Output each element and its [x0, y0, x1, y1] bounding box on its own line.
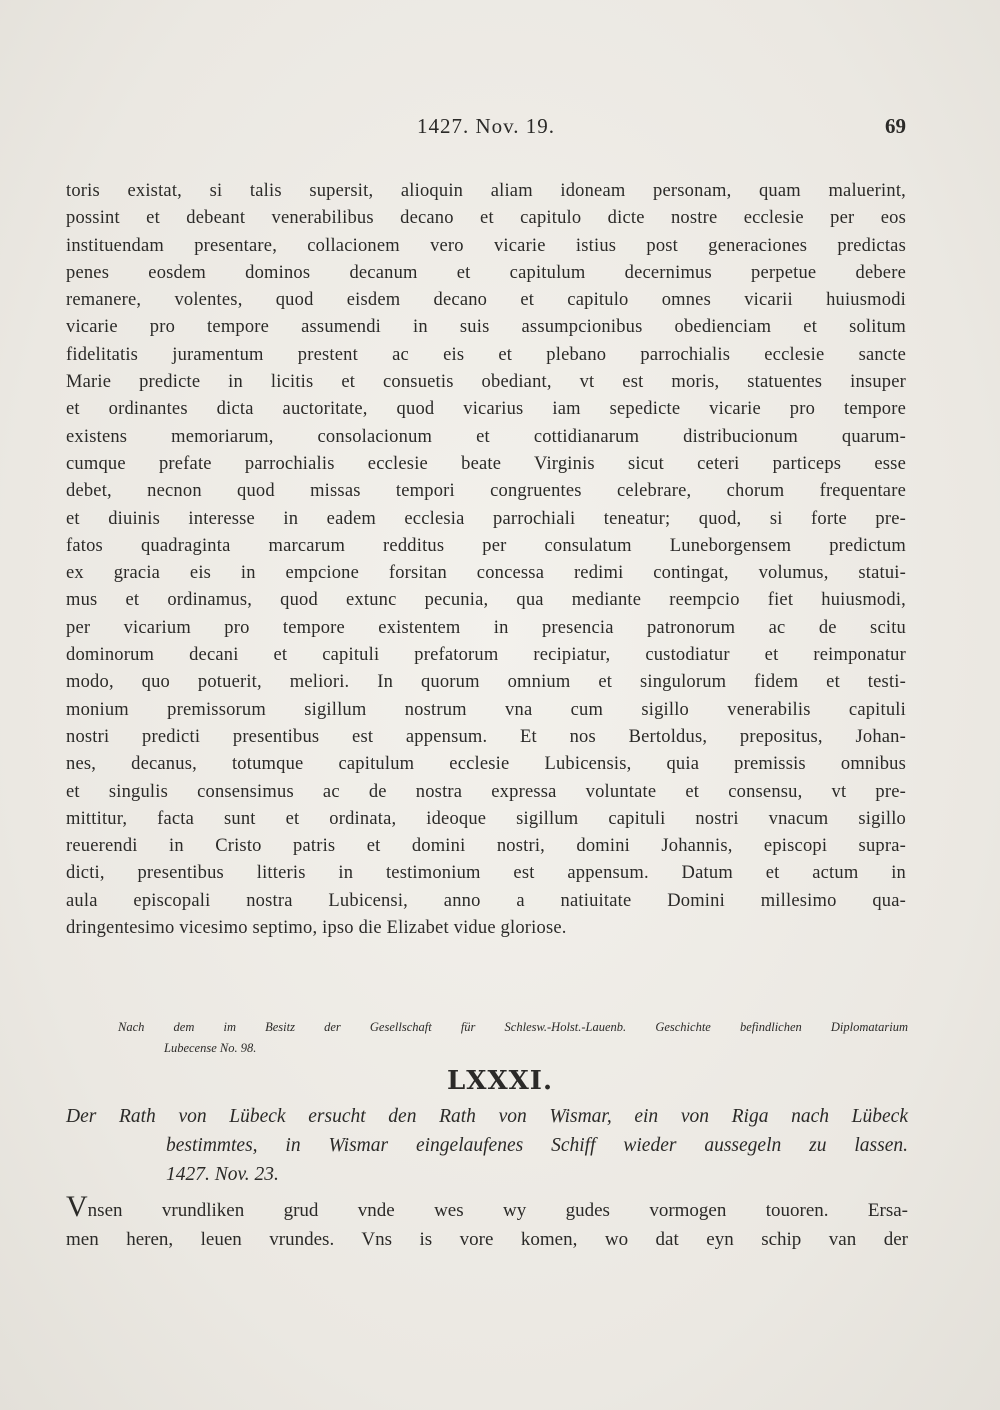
text-line: mus et ordinamus, quod extunc pecunia, qua mediante reempcio fiet huiusmodi, [66, 590, 906, 611]
letter-line-text: nsen vrundliken grud vnde wes wy gudes vormogen touoren. Ersa- [87, 1200, 908, 1221]
summary-date: 1427. Nov. 23. [166, 1164, 279, 1185]
text-line: et diuinis interesse in eadem ecclesia parrochiali teneatur; quod, si forte pre- [66, 508, 906, 529]
source-note-line: Lubecense No. 98. [164, 1041, 257, 1055]
text-line: remanere, volentes, quod eisdem decano et capitulo omnes vicarii huiusmodi [66, 290, 906, 311]
text-line: penes eosdem dominos decanum et capitulum decernimus perpetue debere [66, 262, 906, 283]
text-line: reuerendi in Cristo patris et domini nostri, domini Johannis, episcopi supra- [66, 836, 906, 857]
text-line: et singulis consensimus ac de nostra expressa voluntate et consensu, vt pre- [66, 781, 906, 802]
text-line: nes, decanus, totumque capitulum ecclesie Lubicensis, quia premissis omnibus [66, 754, 906, 775]
text-line: monium premissorum sigillum nostrum vna cum sigillo venerabilis capituli [66, 699, 906, 720]
text-line: modo, quo potuerit, meliori. In quorum omnium et singulorum fidem et testi- [66, 672, 906, 693]
text-line: mittitur, facta sunt et ordinata, ideoque sigillum capituli nostri vnacum sigillo [66, 808, 906, 829]
letter-text [66, 1190, 908, 1254]
text-line: fidelitatis juramentum prestent ac eis et plebano parrochialis ecclesie sancte [66, 344, 906, 365]
letter-line [66, 1190, 908, 1225]
initial-letter: V [66, 1190, 88, 1223]
main-text-block [66, 178, 906, 942]
text-line: dicti, presentibus litteris in testimonium est appensum. Datum et actum in [66, 863, 906, 884]
text-line: et ordinantes dicta auctoritate, quod vicarius iam sepedicte vicarie pro tempore [66, 399, 906, 420]
text-line: toris existat, si talis supersit, alioquin aliam idoneam personam, quam maluerint, [66, 181, 906, 201]
summary-line: bestimmtes, in Wismar eingelaufenes Schiff wieder aussegeln zu lassen. [166, 1135, 908, 1156]
text-line: cumque prefate parrochialis ecclesie beate Virginis sicut ceteri particeps esse [66, 453, 906, 474]
document-summary [66, 1102, 908, 1189]
source-note [118, 1017, 908, 1059]
header-date: 1427. Nov. 19. [416, 114, 556, 138]
text-line: dringentesimo vicesimo septimo, ipso die Elizabet vidue gloriose. [66, 918, 567, 939]
text-line: Marie predicte in licitis et consuetis obediant, vt est moris, statuentes insuper [66, 372, 906, 393]
text-line: existens memoriarum, consolacionum et cottidianarum distribucionum quarum- [66, 426, 906, 447]
page-number: 69 [885, 114, 906, 138]
text-line: ex gracia eis in empcione forsitan concessa redimi contingat, volumus, statui- [66, 563, 906, 584]
letter-line: men heren, leuen vrundes. Vns is vore komen, wo dat eyn schip van der [66, 1229, 908, 1250]
text-line: fatos quadraginta marcarum redditus per consulatum Luneborgensem predictum [66, 535, 906, 556]
text-line: nostri predicti presentibus est appensum. Et nos Bertoldus, prepositus, Johan- [66, 726, 906, 747]
text-line: instituendam presentare, collacionem vero vicarie istius post generaciones predictas [66, 235, 906, 256]
text-line: aula episcopali nostra Lubicensi, anno a natiuitate Domini millesimo qua- [66, 890, 906, 911]
document-number-heading: LXXXI. [446, 1066, 553, 1096]
page-header [66, 114, 906, 144]
text-line: possint et debeant venerabilibus decano et capitulo dicte nostre ecclesie per eos [66, 208, 906, 229]
text-line: dominorum decani et capituli prefatorum recipiatur, custodiatur et reimponatur [66, 645, 906, 666]
text-line: debet, necnon quod missas tempori congruentes celebrare, chorum frequentare [66, 481, 906, 502]
source-note-line: Nach dem im Besitz der Gesellschaft für Schlesw.-Holst.-Lauenb. Geschichte befindlichen Diplomatarium [118, 1020, 908, 1034]
text-line: per vicarium pro tempore existentem in presencia patronorum ac de scitu [66, 617, 906, 638]
summary-line: Der Rath von Lübeck ersucht den Rath von Wismar, ein von Riga nach Lübeck [66, 1106, 908, 1127]
text-line: vicarie pro tempore assumendi in suis assumpcionibus obedienciam et solitum [66, 317, 906, 338]
